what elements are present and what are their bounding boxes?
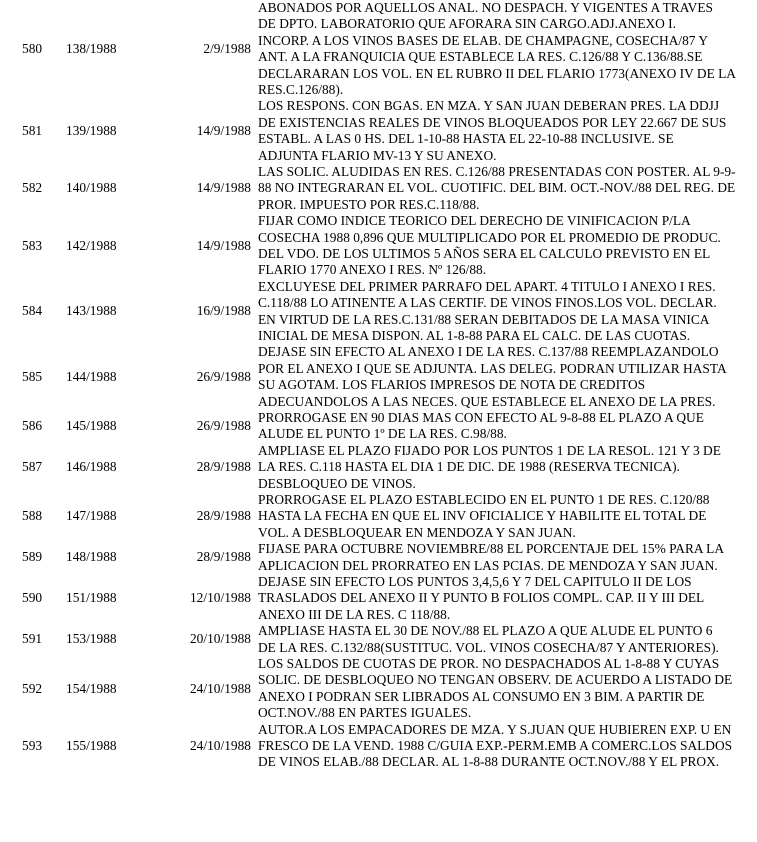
description-line: PROR. IMPUESTO POR RES.C.118/88. — [258, 196, 480, 212]
row-number: 587 — [22, 459, 43, 475]
resolution-date: 28/9/1988 — [196, 549, 251, 565]
description-line: DE VINOS ELAB./88 DECLAR. AL 1-8-88 DURANTE OCT.NOV./88 Y EL PROX. — [258, 754, 720, 770]
resolution-date: 16/9/1988 — [196, 303, 251, 319]
resolution-date: 28/9/1988 — [196, 459, 251, 475]
resolution-description — [258, 344, 754, 410]
resolution-description — [258, 279, 754, 345]
table-row — [0, 443, 757, 492]
description-line: DE EXISTENCIAS REALES DE VINOS BLOQUEADOS POR LEY 22.667 DE SUS — [258, 114, 727, 130]
description-line: TRASLADOS DEL ANEXO II Y PUNTO B FOLIOS COMPL. CAP. II Y III DEL — [258, 590, 705, 606]
description-line: POR EL ANEXO I QUE SE ADJUNTA. LAS DELEG. PODRAN UTILIZAR HASTA — [258, 360, 727, 376]
description-line: C.118/88 LO ATINENTE A LAS CERTIF. DE VINOS FINOS.LOS VOL. DECLAR. — [258, 295, 717, 311]
table-row — [0, 410, 757, 443]
resolution-number: 153/1988 — [66, 631, 117, 647]
description-line: RES.C.126/88). — [258, 82, 344, 98]
resolution-number: 146/1988 — [66, 459, 117, 475]
description-line: DESBLOQUEO DE VINOS. — [258, 475, 416, 491]
table-row — [0, 164, 757, 213]
resolution-number: 138/1988 — [66, 41, 117, 56]
resolution-date: 26/9/1988 — [196, 418, 251, 434]
resolution-number: 140/1988 — [66, 180, 117, 196]
resolution-date: 14/9/1988 — [196, 180, 251, 196]
table-row — [0, 98, 757, 164]
row-number: 588 — [22, 508, 43, 524]
description-line: COSECHA 1988 0,896 QUE MULTIPLICADO POR EL PROMEDIO DE PRODUC. — [258, 229, 721, 245]
resolution-number: 155/1988 — [66, 737, 117, 753]
resolution-description — [258, 213, 754, 279]
resolution-date: 12/10/1988 — [189, 590, 251, 606]
row-number: 581 — [22, 122, 43, 138]
row-number: 593 — [22, 737, 43, 753]
resolution-description — [258, 623, 754, 656]
row-number: 592 — [22, 680, 43, 696]
description-line: DEJASE SIN EFECTO LOS PUNTOS 3,4,5,6 Y 7 DEL CAPITULO II DE LOS — [258, 574, 692, 589]
resolution-description — [258, 492, 754, 541]
row-number: 586 — [22, 418, 43, 434]
row-number: 590 — [22, 590, 43, 606]
row-number: 591 — [22, 631, 43, 647]
resolution-number: 143/1988 — [66, 303, 117, 319]
description-line: ALUDE EL PUNTO 1º DE LA RES. C.98/88. — [258, 426, 507, 442]
description-line: EN VIRTUD DE LA RES.C.131/88 SERAN DEBITADOS DE LA MASA VINICA — [258, 311, 710, 327]
resolution-number: 148/1988 — [66, 549, 117, 565]
description-line: 88 NO INTEGRARAN EL VOL. CUOTIFIC. DEL BIM. OCT.-NOV./88 DEL REG. DE — [258, 180, 736, 196]
resolution-date: 20/10/1988 — [189, 631, 251, 647]
description-line: ABONADOS POR AQUELLOS ANAL. NO DESPACH. Y VIGENTES A TRAVES — [258, 0, 713, 15]
row-number: 583 — [22, 237, 43, 253]
description-line: AMPLIASE EL PLAZO FIJADO POR LOS PUNTOS 1 DE LA RESOL. 121 Y 3 DE — [258, 442, 721, 458]
resolution-date: 24/10/1988 — [189, 680, 251, 696]
description-line: ESTABL. A LAS 0 HS. DEL 1-10-88 HASTA EL 22-10-88 INCLUSIVE. SE — [258, 131, 674, 147]
resolution-description — [258, 541, 754, 574]
description-line: ANEXO I PODRAN SER LIBRADOS AL CONSUMO EN 3 BIM. A PARTIR DE — [258, 688, 705, 704]
description-line: ADJUNTA FLARIO MV-13 Y SU ANEXO. — [258, 147, 497, 163]
description-line: DE DPTO. LABORATORIO QUE AFORARA SIN CARGO.ADJ.ANEXO I. — [258, 16, 676, 32]
description-line: DE LA RES. C.132/88(SUSTITUC. VOL. VINOS COSECHA/87 Y ANTERIORES). — [258, 639, 719, 655]
description-line: INCORP. A LOS VINOS BASES DE ELAB. DE CHAMPAGNE, COSECHA/87 Y — [258, 32, 709, 48]
resolution-description — [258, 722, 754, 771]
description-line: LOS SALDOS DE CUOTAS DE PROR. NO DESPACHADOS AL 1-8-88 Y CUYAS — [258, 656, 720, 671]
description-line: HASTA LA FECHA EN QUE EL INV OFICIALICE Y HABILITE EL TOTAL DE — [258, 508, 707, 524]
resolution-date: 14/9/1988 — [196, 122, 251, 138]
resolution-date: 24/10/1988 — [189, 737, 251, 753]
description-line: LOS RESPONS. CON BGAS. EN MZA. Y SAN JUAN DEBERAN PRES. LA DDJJ — [258, 98, 720, 114]
resolution-description — [258, 410, 754, 443]
description-line: AMPLIASE HASTA EL 30 DE NOV./88 EL PLAZO A QUE ALUDE EL PUNTO 6 — [258, 623, 713, 639]
table-row — [0, 574, 757, 623]
description-line: EXCLUYESE DEL PRIMER PARRAFO DEL APART. 4 TITULO I ANEXO I RES. — [258, 278, 716, 294]
description-line: ADECUANDOLOS A LAS NECES. QUE ESTABLECE EL ANEXO DE LA PRES. — [258, 393, 716, 409]
table-row — [0, 0, 757, 98]
table-row — [0, 492, 757, 541]
resolution-date: 14/9/1988 — [196, 237, 251, 253]
table-row — [0, 722, 757, 771]
table-row — [0, 344, 757, 410]
description-line: SU AGOTAM. LOS FLARIOS IMPRESOS DE NOTA DE CREDITOS — [258, 377, 646, 393]
description-line: ANT. A LA FRANQUICIA QUE ESTABLECE LA RES. C.126/88 Y C.136/88.SE — [258, 49, 703, 65]
table-row — [0, 541, 757, 574]
description-line: AUTOR.A LOS EMPACADORES DE MZA. Y S.JUAN QUE HUBIEREN EXP. U EN — [258, 721, 732, 737]
description-line: FRESCO DE LA VEND. 1988 C/GUIA EXP.-PERM.EMB A COMERC.LOS SALDOS — [258, 738, 733, 753]
resolution-description — [258, 164, 754, 213]
description-line: VOL. A DESBLOQUEAR EN MENDOZA Y SAN JUAN. — [258, 524, 576, 540]
description-line: FLARIO 1770 ANEXO I RES. Nº 126/88. — [258, 262, 487, 278]
description-line: LA RES. C.118 HASTA EL DIA 1 DE DIC. DE 1988 (RESERVA TECNICA). — [258, 459, 680, 475]
description-line: LAS SOLIC. ALUDIDAS EN RES. C.126/88 PRESENTADAS CON POSTER. AL 9-9- — [258, 164, 736, 179]
resolution-description — [258, 574, 754, 623]
description-line: ANEXO III DE LA RES. C 118/88. — [258, 606, 451, 622]
description-line: OCT.NOV./88 EN PARTES IGUALES. — [258, 705, 472, 721]
description-line: SOLIC. DE DESBLOQUEO NO TENGAN OBSERV. DE ACUERDO A LISTADO DE — [258, 672, 733, 688]
resolution-description — [258, 443, 754, 492]
description-line: DECLARARAN LOS VOL. EN EL RUBRO II DEL FLARIO 1773(ANEXO IV DE LA — [258, 65, 736, 81]
row-number: 585 — [22, 368, 43, 384]
resolution-date: 26/9/1988 — [196, 368, 251, 384]
resolution-date: 28/9/1988 — [196, 508, 251, 524]
table-row — [0, 656, 757, 722]
description-line: INICIAL DE MESA DISPON. AL 1-8-88 PARA EL CALC. DE LAS CUOTAS. — [258, 328, 691, 344]
row-number: 582 — [22, 180, 43, 196]
table-row — [0, 623, 757, 656]
resolution-number: 154/1988 — [66, 680, 117, 696]
table-row — [0, 279, 757, 345]
description-line: DEL VDO. DE LOS ULTIMOS 5 AÑOS SERA EL CALCULO PREVISTO EN EL — [258, 246, 711, 261]
description-line: DEJASE SIN EFECTO AL ANEXO I DE LA RES. C.137/88 REEMPLAZANDOLO — [258, 344, 719, 360]
resolution-description — [258, 0, 754, 98]
resolution-number: 139/1988 — [66, 122, 117, 138]
resolution-description — [258, 656, 754, 722]
resolution-number: 151/1988 — [66, 590, 117, 606]
resolution-number: 144/1988 — [66, 368, 117, 384]
resolution-number: 147/1988 — [66, 508, 117, 524]
table-row — [0, 213, 757, 279]
description-line: PRORROGASE EL PLAZO ESTABLECIDO EN EL PUNTO 1 DE RES. C.120/88 — [258, 492, 710, 507]
description-line: FIJAR COMO INDICE TEORICO DEL DERECHO DE VINIFICACION P/LA — [258, 213, 691, 229]
description-line: APLICACION DEL PRORRATEO EN LAS PCIAS. DE MENDOZA Y SAN JUAN. — [258, 557, 718, 573]
resolution-number: 145/1988 — [66, 418, 117, 434]
description-line: FIJASE PARA OCTUBRE NOVIEMBRE/88 EL PORCENTAJE DEL 15% PARA LA — [258, 541, 725, 557]
row-number: 584 — [22, 303, 43, 319]
resolution-description — [258, 98, 754, 164]
row-number: 580 — [22, 41, 43, 56]
resolution-date: 2/9/1988 — [203, 41, 251, 56]
description-line: PRORROGASE EN 90 DIAS MAS CON EFECTO AL 9-8-88 EL PLAZO A QUE — [258, 410, 704, 425]
row-number: 589 — [22, 549, 43, 565]
resolution-number: 142/1988 — [66, 237, 117, 253]
